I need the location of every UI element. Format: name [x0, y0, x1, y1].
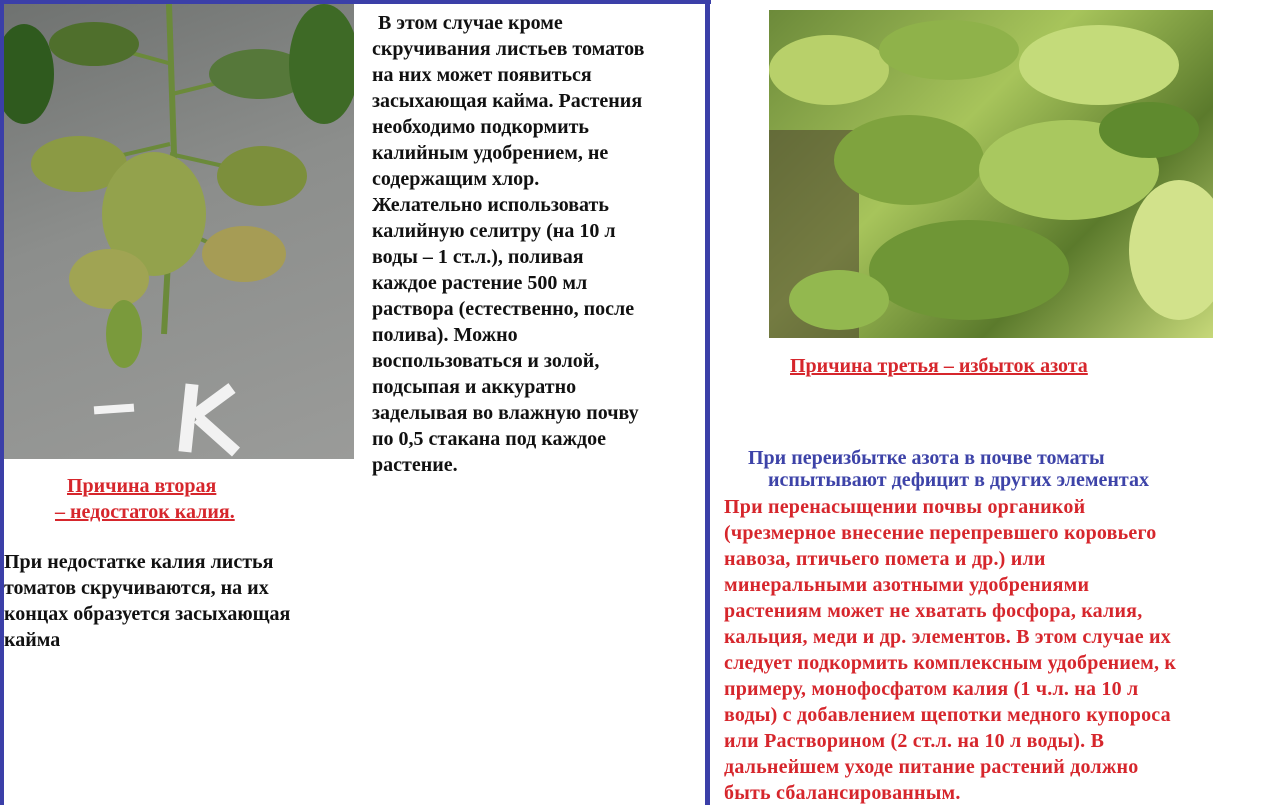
detail-line: воды) с добавлением щепотки медного купороса [724, 704, 1171, 726]
detail-line: кальция, меди и др. элементов. В этом случае их [724, 626, 1171, 648]
detail-line: быть сбалансированным. [724, 782, 961, 804]
potassium-treatment-text [372, 10, 704, 478]
potassium-deficiency-photo [4, 4, 354, 459]
treatment-line: подсыпая и аккуратно [372, 376, 577, 398]
treatment-line: полива). Можно [372, 324, 518, 346]
treatment-line: калийную селитру (на 10 л [372, 220, 616, 242]
treatment-line: необходимо подкормить [372, 116, 589, 138]
detail-line: растениям может не хватать фосфора, калия, [724, 600, 1143, 622]
nitrogen-detail-text [724, 494, 1263, 806]
description-line: томатов скручиваются, на их [4, 577, 269, 599]
treatment-line: воспользоваться и золой, [372, 350, 600, 372]
nitrogen-intro [748, 447, 1248, 491]
treatment-line: калийным удобрением, не [372, 142, 609, 164]
detail-line: минеральными азотными удобрениями [724, 574, 1090, 596]
treatment-line: на них может появиться [372, 64, 592, 86]
tomato-leaves-illustration [4, 4, 354, 459]
description-line: При недостатке калия листья [4, 551, 274, 573]
description-line: кайма [4, 629, 61, 651]
detail-line: примеру, монофосфатом калия (1 ч.л. на 10 л [724, 678, 1139, 700]
intro-line: При переизбытке азота в почве томаты [748, 447, 1105, 469]
treatment-line: воды – 1 ст.л.), поливая [372, 246, 584, 268]
treatment-line: засыхающая кайма. Растения [372, 90, 643, 112]
caption-line-2: – недостаток калия. [55, 501, 235, 523]
potassium-caption [55, 473, 285, 525]
treatment-line: заделывая во влажную почву [372, 402, 639, 424]
photo-label [4, 4, 5, 5]
detail-line: дальнейшем уходе питание растений должно [724, 756, 1139, 778]
detail-line: навоза, птичьего помета и др.) или [724, 548, 1046, 570]
caption-line-1: Причина вторая [67, 475, 217, 497]
detail-line: (чрезмерное внесение перепревшего коровьего [724, 522, 1157, 544]
treatment-line: растение. [372, 454, 458, 476]
treatment-line: раствора (естественно, после [372, 298, 635, 320]
nitrogen-caption: Причина третья – избыток азота [790, 355, 1088, 377]
treatment-line: В этом случае кроме [378, 12, 563, 34]
intro-line: испытывают дефицит в других элементах [768, 469, 1149, 491]
detail-line: При перенасыщении почвы органикой [724, 496, 1086, 518]
description-line: концах образуется засыхающая [4, 603, 291, 625]
green-plants-illustration [769, 10, 1213, 338]
frame-divider [705, 0, 710, 805]
treatment-line: каждое растение 500 мл [372, 272, 588, 294]
detail-line: следует подкормить комплексным удобрением, к [724, 652, 1177, 674]
treatment-line: Желательно использовать [372, 194, 609, 216]
potassium-description [4, 549, 364, 653]
treatment-line: по 0,5 стакана под каждое [372, 428, 606, 450]
treatment-line: скручивания листьев томатов [372, 38, 645, 60]
treatment-line: содержащим хлор. [372, 168, 540, 190]
detail-line: или Растворином (2 ст.л. на 10 л воды). В [724, 730, 1105, 752]
nitrogen-excess-photo [769, 10, 1213, 338]
